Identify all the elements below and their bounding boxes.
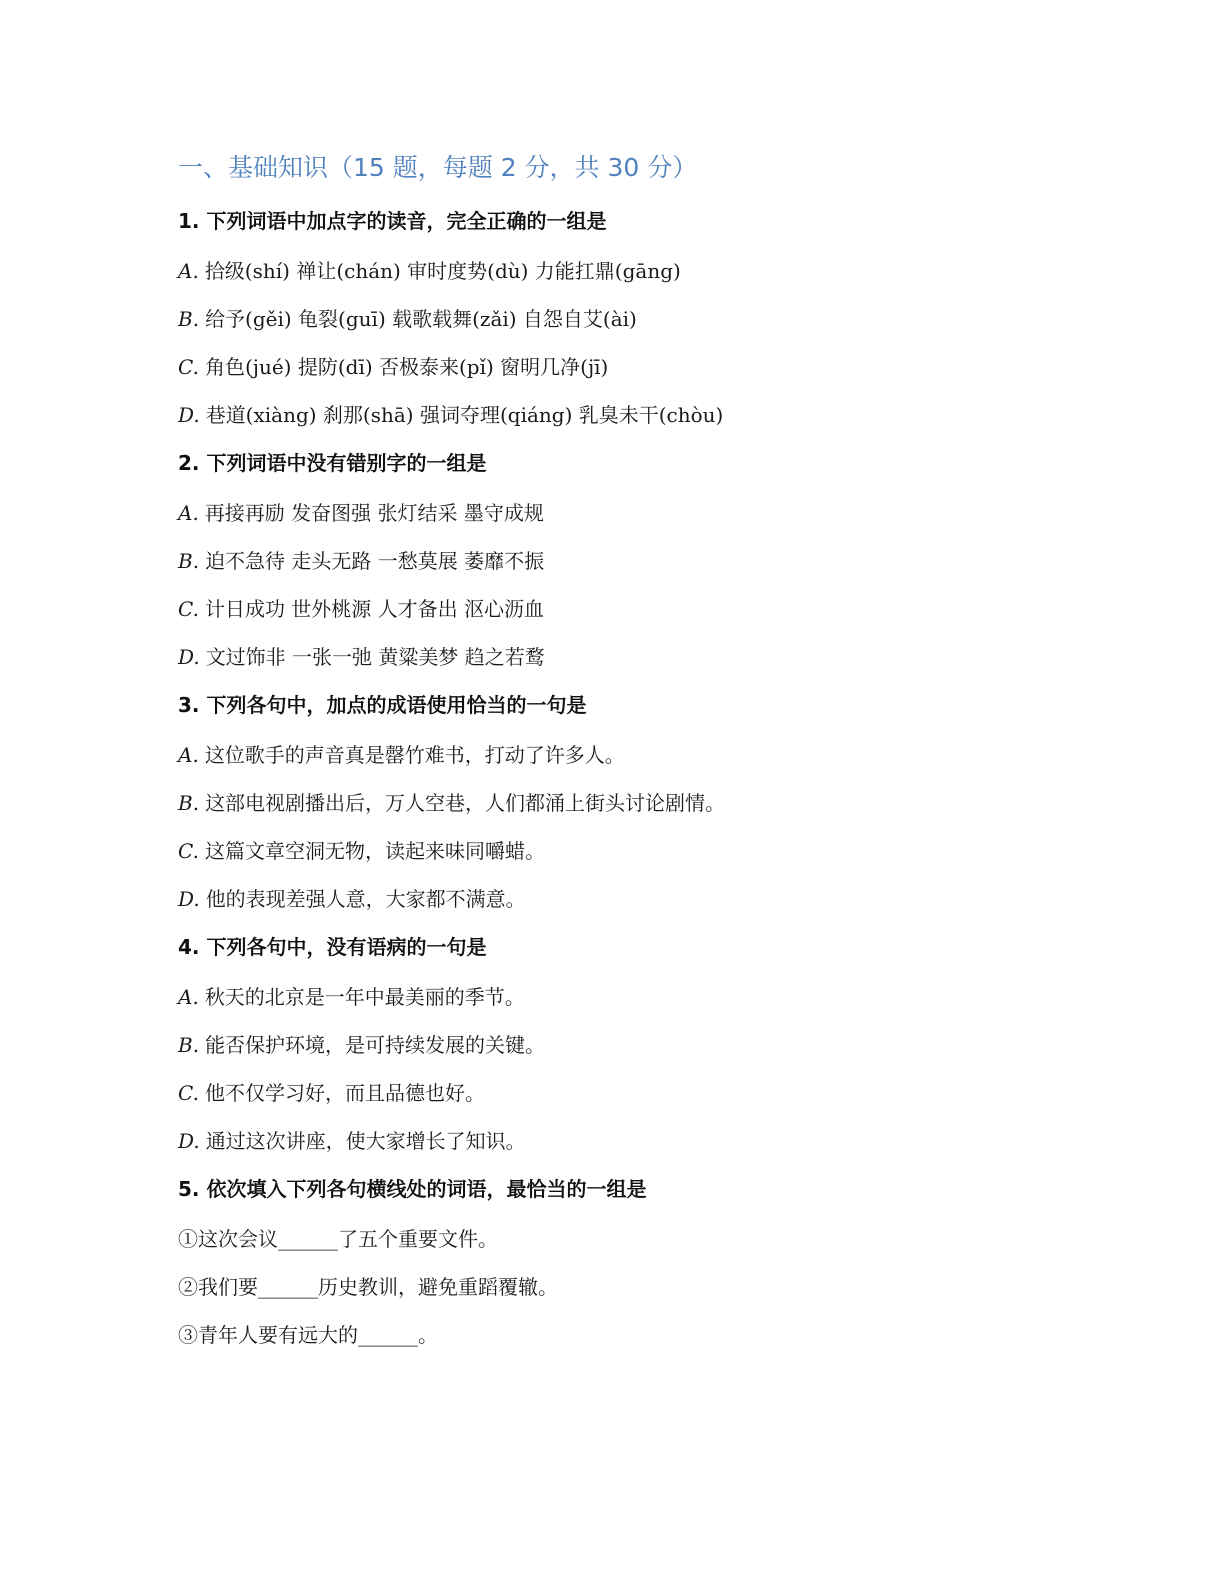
option-text: 这位歌手的声音真是罄竹难书，打动了许多人。: [204, 743, 625, 767]
question-3: [178, 690, 1078, 914]
option-text: ②我们要______历史教训，避免重蹈覆辙。: [178, 1275, 558, 1299]
question-4: [178, 932, 1078, 1156]
option-text: 角色(jué) 提防(dī) 否极泰来(pǐ) 窗明几净(jī): [204, 355, 609, 379]
option-text: 计日成功 世外桃源 人才备出 沤心沥血: [204, 597, 545, 621]
option-text: 拾级(shí) 禅让(chán) 审时度势(dù) 力能扛鼎(gāng): [204, 259, 681, 283]
option-text: ①这次会议______了五个重要文件。: [178, 1227, 498, 1251]
question-5: [178, 1174, 1078, 1350]
option-letter: C.: [178, 355, 199, 379]
option-text: 这部电视剧播出后，万人空巷，人们都涌上街头讨论剧情。: [205, 791, 726, 815]
option-letter: B.: [178, 1033, 200, 1057]
option-letter: B.: [178, 307, 200, 331]
option-text: 给予(gěi) 龟裂(guī) 载歌载舞(zǎi) 自怨自艾(ài): [205, 307, 637, 331]
question-stem: 1. 下列词语中加点字的读音，完全正确的一组是: [178, 209, 607, 233]
option-d: [178, 642, 1078, 672]
option-b: [178, 546, 1078, 576]
option-letter: D.: [178, 645, 200, 669]
question-2: [178, 448, 1078, 672]
option-letter: C.: [178, 839, 199, 863]
option-text: 他不仅学习好，而且品德也好。: [204, 1081, 485, 1105]
option-letter: B.: [178, 791, 200, 815]
option-b: [178, 788, 1078, 818]
option-d: [178, 400, 1078, 430]
option-a: [178, 498, 1078, 528]
option-text: 通过这次讲座，使大家增长了知识。: [205, 1129, 526, 1153]
option-text: 他的表现差强人意，大家都不满意。: [205, 887, 526, 911]
option-letter: A.: [178, 259, 199, 283]
option-text: 秋天的北京是一年中最美丽的季节。: [204, 985, 525, 1009]
option-letter: D.: [178, 1129, 200, 1153]
option-c: [178, 1078, 1078, 1108]
option-letter: A.: [178, 501, 199, 525]
question-stem: 2. 下列词语中没有错别字的一组是: [178, 451, 487, 475]
option-a: [178, 740, 1078, 770]
option-letter: C.: [178, 597, 199, 621]
option-d: [178, 1126, 1078, 1156]
option-a: [178, 256, 1078, 286]
section-title: 一、基础知识（15 题，每题 2 分，共 30 分）: [178, 153, 698, 182]
option-c: [178, 352, 1078, 382]
question-stem: 5. 依次填入下列各句横线处的词语，最恰当的一组是: [178, 1177, 647, 1201]
option-text: 迫不急待 走头无路 一愁莫展 萎靡不振: [205, 549, 545, 573]
option-letter: A.: [178, 743, 199, 767]
fill-sentence-3: [178, 1320, 1078, 1350]
option-c: [178, 836, 1078, 866]
option-letter: D.: [178, 887, 200, 911]
option-text: 这篇文章空洞无物，读起来味同嚼蜡。: [204, 839, 545, 863]
option-text: 再接再励 发奋图强 张灯结采 墨守成规: [204, 501, 544, 525]
option-letter: A.: [178, 985, 199, 1009]
option-b: [178, 304, 1078, 334]
option-text: 文过饰非 一张一弛 黄粱美梦 趋之若鹜: [205, 645, 545, 669]
question-stem: 4. 下列各句中，没有语病的一句是: [178, 935, 487, 959]
option-text: 巷道(xiàng) 刹那(shā) 强词夺理(qiáng) 乳臭未干(chòu): [205, 403, 724, 427]
fill-sentence-1: [178, 1224, 1078, 1254]
question-stem: 3. 下列各句中，加点的成语使用恰当的一句是: [178, 693, 587, 717]
option-text: 能否保护环境，是可持续发展的关键。: [205, 1033, 546, 1057]
option-c: [178, 594, 1078, 624]
option-letter: B.: [178, 549, 200, 573]
question-1: [178, 206, 1078, 430]
option-a: [178, 982, 1078, 1012]
option-d: [178, 884, 1078, 914]
document-page: [178, 150, 1078, 1368]
option-text: ③青年人要有远大的______。: [178, 1323, 438, 1347]
option-letter: D.: [178, 403, 200, 427]
fill-sentence-2: [178, 1272, 1078, 1302]
option-b: [178, 1030, 1078, 1060]
option-letter: C.: [178, 1081, 199, 1105]
